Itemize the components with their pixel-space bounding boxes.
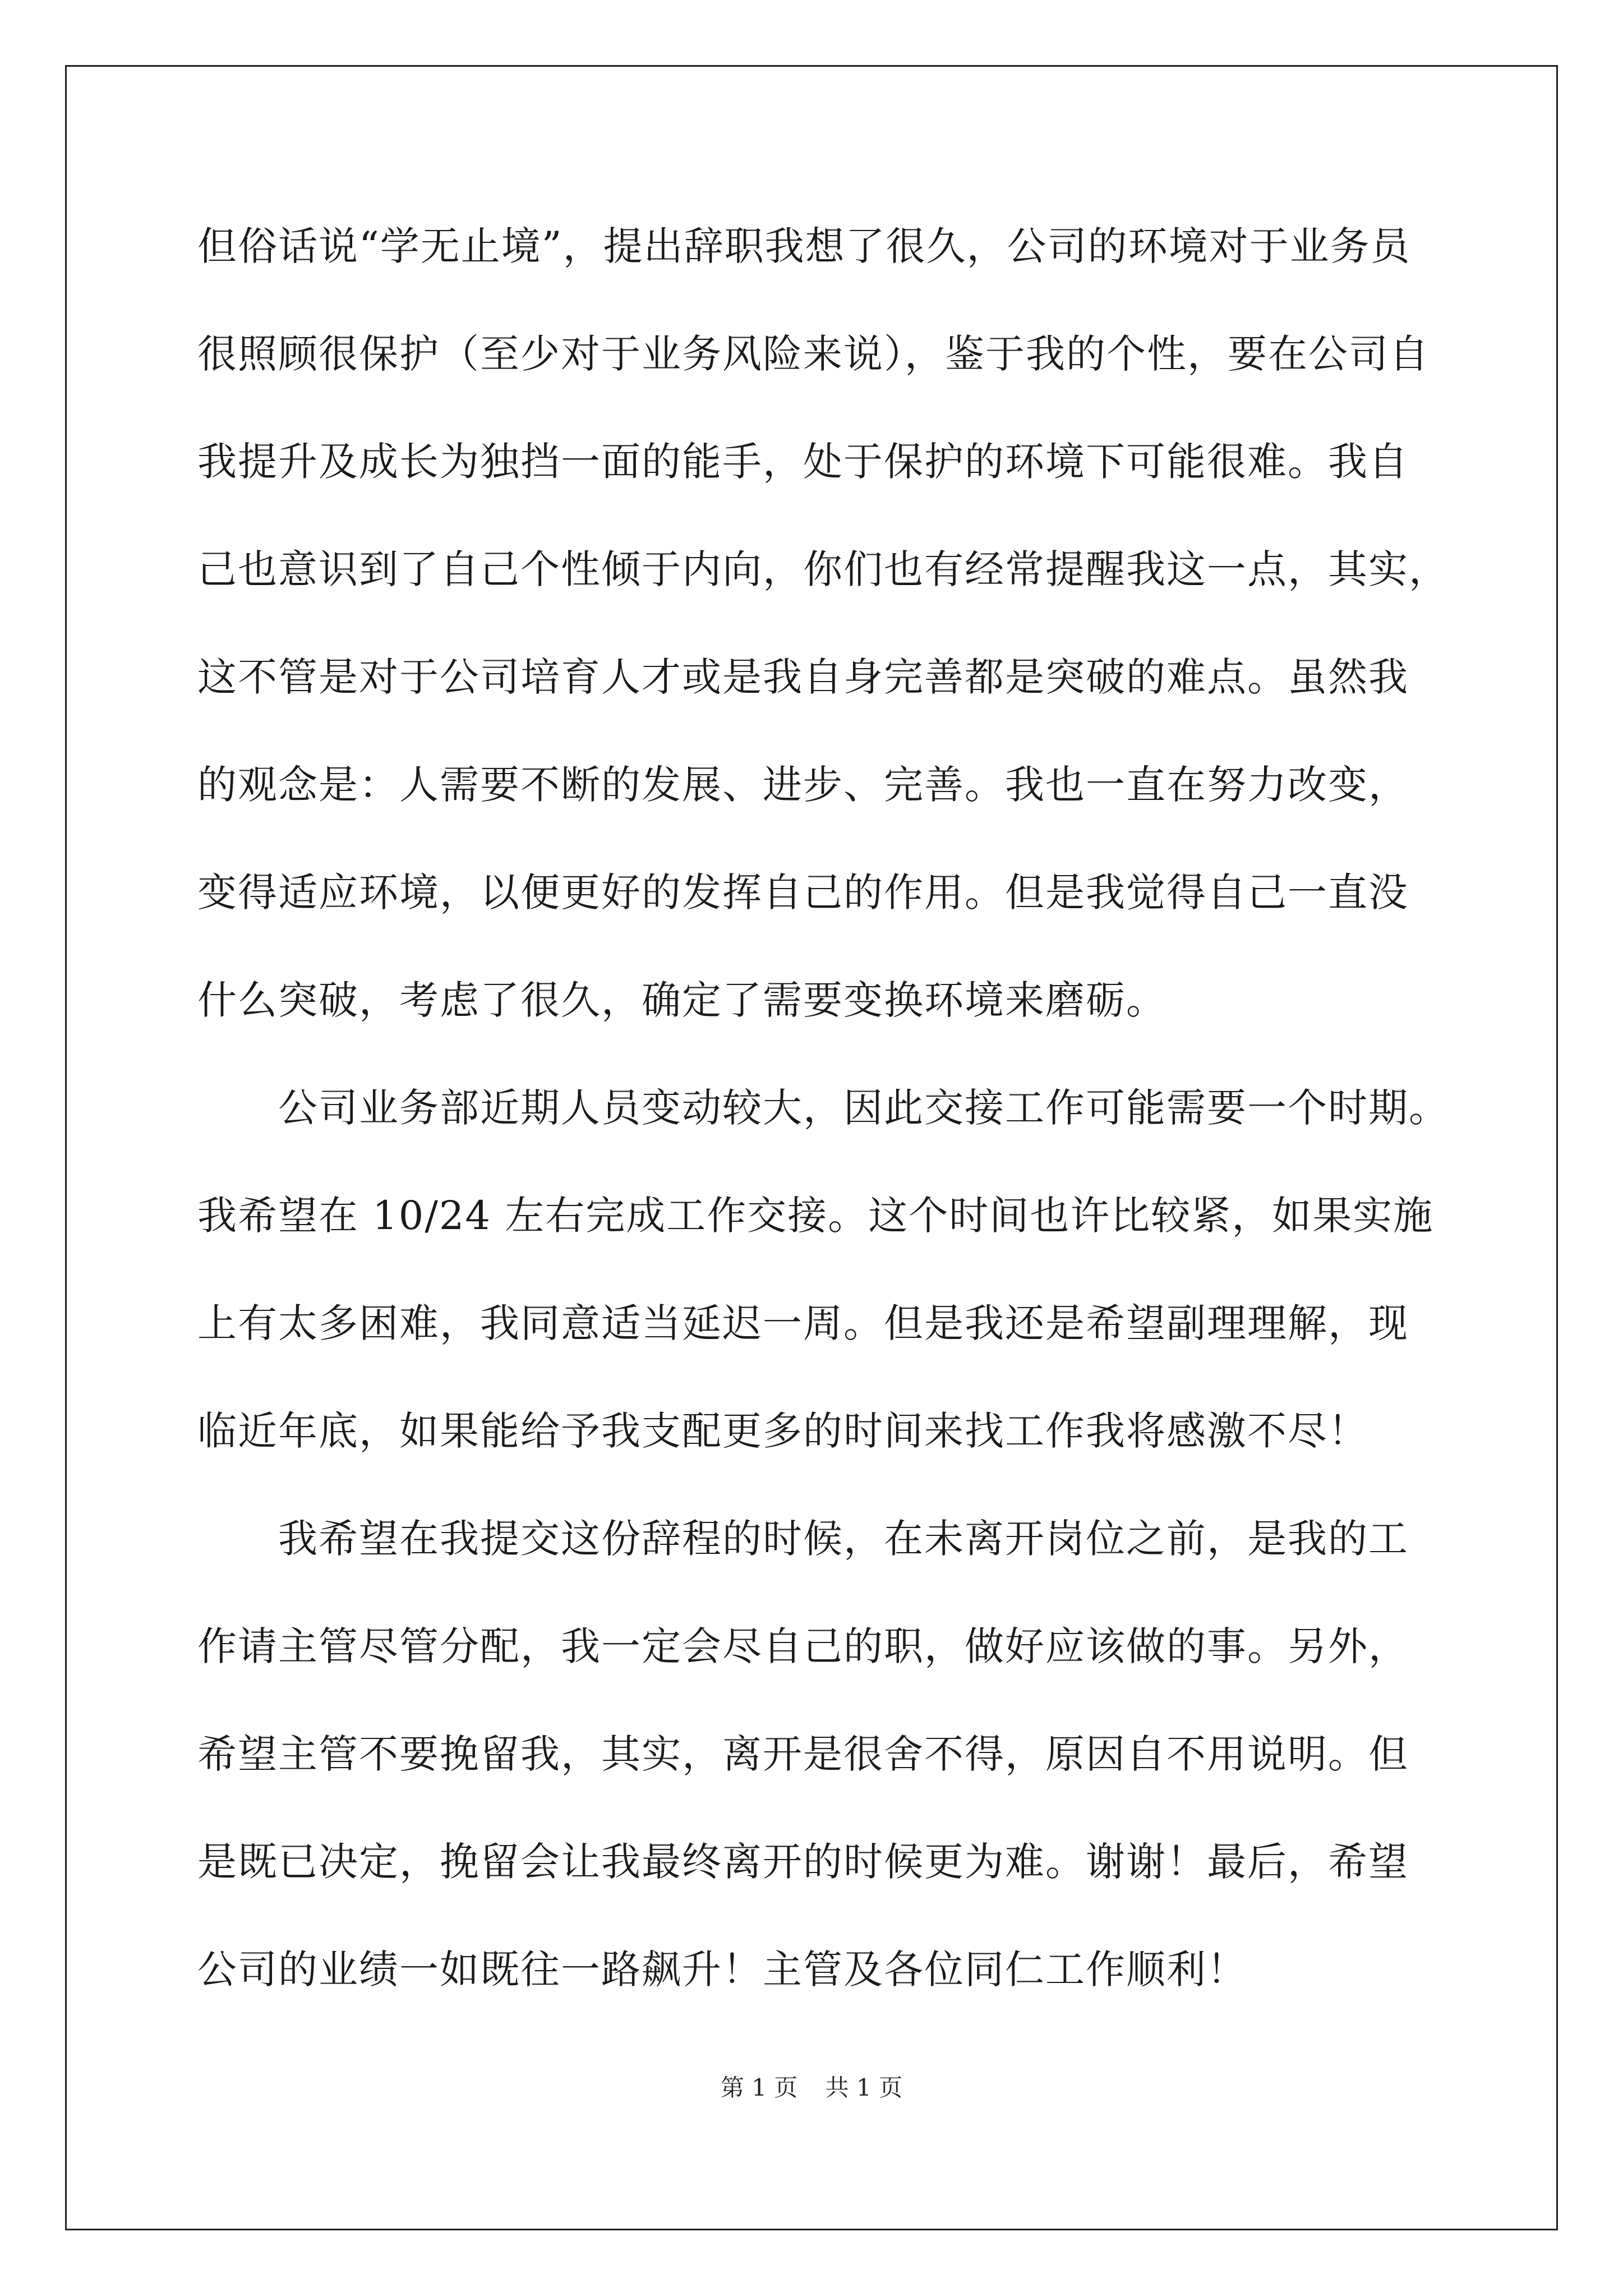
text-line: 作请主管尽管分配，我一定会尽自己的职，做好应该做的事。另外， [197, 1623, 1409, 1669]
text-line: 什么突破，考虑了很久，确定了需要变换环境来磨砺。 [197, 977, 1166, 1023]
page-footer [0, 2071, 1623, 2105]
text-line: 我希望在我提交这份辞程的时候，在未离开岗位之前，是我的工 [197, 1516, 1409, 1562]
text-line: 我提升及成长为独挡一面的能手，处于保护的环境下可能很难。我自 [197, 439, 1409, 485]
text-line: 的观念是：人需要不断的发展、进步、完善。我也一直在努力改变， [197, 762, 1409, 808]
document-body [197, 215, 1449, 2046]
text-line: 希望主管不要挽留我，其实，离开是很舍不得，原因自不用说明。但 [197, 1731, 1409, 1777]
page-number: 第 1 页 [720, 2074, 798, 2101]
text-line: 很照顾很保护（至少对于业务风险来说），鉴于我的个性，要在公司自 [197, 331, 1430, 377]
text-line: 这不管是对于公司培育人才或是我自身完善都是突破的难点。虽然我 [197, 654, 1409, 700]
text-line: 公司的业绩一如既往一路飙升！主管及各位同仁工作顺利！ [197, 1947, 1247, 1993]
page-total: 共 1 页 [825, 2074, 903, 2101]
text-line: 上有太多困难，我同意适当延迟一周。但是我还是希望副理理解，现 [197, 1300, 1409, 1346]
text-line: 我希望在 10/24 左右完成工作交接。这个时间也许比较紧，如果实施 [197, 1193, 1434, 1239]
text-line: 己也意识到了自己个性倾于内向，你们也有经常提醒我这一点，其实， [197, 546, 1449, 592]
text-line: 是既已决定，挽留会让我最终离开的时候更为难。谢谢！最后，希望 [197, 1839, 1409, 1885]
text-line: 公司业务部近期人员变动较大，因此交接工作可能需要一个时期。 [197, 1085, 1449, 1131]
text-line: 变得适应环境，以便更好的发挥自己的作用。但是我觉得自己一直没 [197, 869, 1409, 915]
text-line: 但俗话说“学无止境”，提出辞职我想了很久，公司的环境对于业务员 [197, 223, 1411, 269]
text-line: 临近年底，如果能给予我支配更多的时间来找工作我将感激不尽！ [197, 1408, 1368, 1454]
